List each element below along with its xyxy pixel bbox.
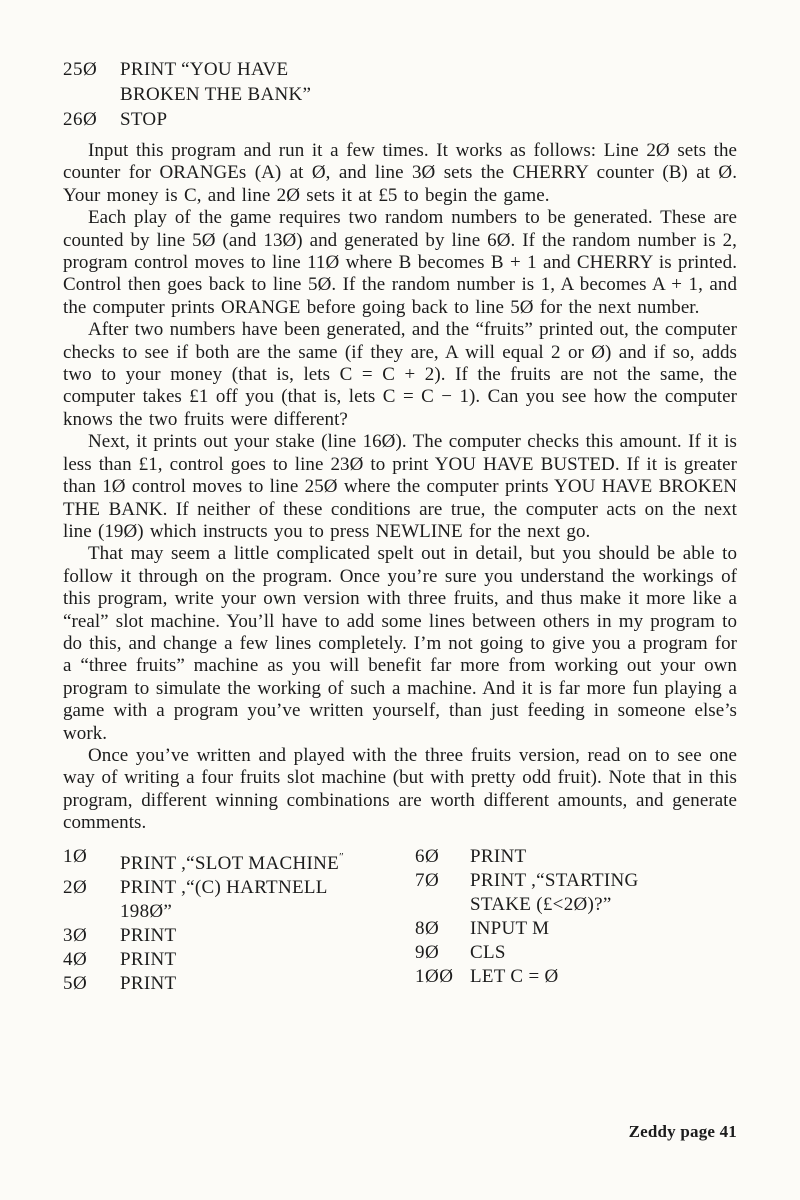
code-line-text: INPUT M [470,917,550,939]
code-line-number [63,82,120,107]
code-line-number: 3Ø [63,924,88,946]
program-listing-bottom [63,845,737,996]
code-line [415,869,737,893]
code-line-text: CLS [470,941,506,963]
code-line-text: LET C = Ø [470,965,559,987]
code-line [63,57,737,82]
code-line-main: PRINT ,“SLOT MACHINE [120,852,340,874]
code-line-number: 9Ø [415,941,440,963]
code-line [63,948,415,972]
code-line-text: STAKE (£<2Ø)?” [470,893,612,915]
code-line-number: 4Ø [63,948,88,970]
paragraph-4: Next, it prints out your stake (line 16Ø). The computer checks this amount. If it is less than £1, control goes to line 23Ø to print YOU HAVE BUSTED. If it is greater than 1Ø control moves to line 25Ø where the computer prints YOU HAVE BROKEN THE BANK. If neither of these conditions are true, the computer acts on the next line (19Ø) which instructs you to press NEWLINE for the next go. [63,431,737,542]
code-line-text [120,845,415,876]
code-line [63,924,415,948]
code-line [63,107,737,132]
code-line [63,876,415,900]
paragraph-2: Each play of the game requires two random numbers to be generated. These are counted by line 5Ø (and 13Ø) and generated by line 6Ø. If the random number is 2, program control moves to line 11Ø where B becomes B + 1 and CHERRY is printed. Control then goes back to line 5Ø. If the random number is 1, A becomes A + 1, and the computer prints ORANGE before going back to line 5Ø for the next number. [63,207,737,318]
superscript-quote: ″ [339,850,343,863]
code-line-text: 198Ø” [120,900,173,922]
code-line-text: PRINT ,“STARTING [470,869,639,891]
code-line [63,900,415,924]
code-line [415,893,737,917]
paragraph-3: After two numbers have been generated, and the “fruits” printed out, the computer checks to see if both are the same (if they are, A will equal 2 or Ø) and if so, adds two to your money (that is, lets C = C + 2). If the fruits are not the same, the computer takes £1 off you (that is, lets C = C − 1). Can you see how the computer knows the two fruits were different? [63,319,737,430]
code-line-text: PRINT [120,924,177,946]
code-line-number: 7Ø [415,869,440,891]
code-line [415,941,737,965]
code-line-number: 26Ø [63,109,98,130]
code-line-number: 1ØØ [415,965,454,987]
code-line-number: 25Ø [63,59,98,80]
code-line-number: 1Ø [63,845,88,867]
code-line-text: BROKEN THE BANK” [120,84,312,105]
program-listing-top [63,57,737,132]
code-line [63,972,415,996]
code-line-text: PRINT “YOU HAVE [120,59,289,80]
code-line-text: PRINT [120,972,177,994]
page-footer: Zeddy page 41 [628,1122,737,1141]
code-line-number: 5Ø [63,972,88,994]
code-line-number: 6Ø [415,845,440,867]
listing-column-left [63,845,415,996]
paragraph-5: That may seem a little complicated spelt out in detail, but you should be able to follow it through on the program. Once you’re sure you understand the workings of this program, write your own version with three fruits, and thus make it more like a “real” slot machine. You’ll have to add some lines between others in my program to do this, and change a few lines completely. I’m not going to give you a program for a “three fruits” machine as you will benefit far more from working out your own program to simulate the working of such a machine. And it is far more fun playing a game with a program you’ve written yourself, than just feeding in someone else’s work. [63,543,737,744]
code-line [415,917,737,941]
code-line-number [63,900,120,924]
paragraph-6: Once you’ve written and played with the three fruits version, read on to see one way of writing a four fruits slot machine (but with pretty odd fruit). Note that in this program, different winning combinations are worth different amounts, and generate comments. [63,744,737,834]
listing-column-right [415,845,737,996]
code-line-text: STOP [120,109,168,130]
code-line-text: PRINT ,“(C) HARTNELL [120,876,328,898]
code-line-number [415,893,470,917]
code-line-number: 8Ø [415,917,440,939]
code-line-text: PRINT [470,845,527,867]
code-line [63,82,737,107]
code-line [415,845,737,869]
code-line-text: PRINT [120,948,177,970]
code-line [63,845,415,876]
code-line [415,965,737,989]
paragraph-1: Input this program and run it a few times. It works as follows: Line 2Ø sets the counter for ORANGEs (A) at Ø, and line 3Ø sets the CHERRY counter (B) at Ø. Your money is C, and line 2Ø sets it at £5 to begin the game. [63,140,737,206]
code-line-number: 2Ø [63,876,88,898]
